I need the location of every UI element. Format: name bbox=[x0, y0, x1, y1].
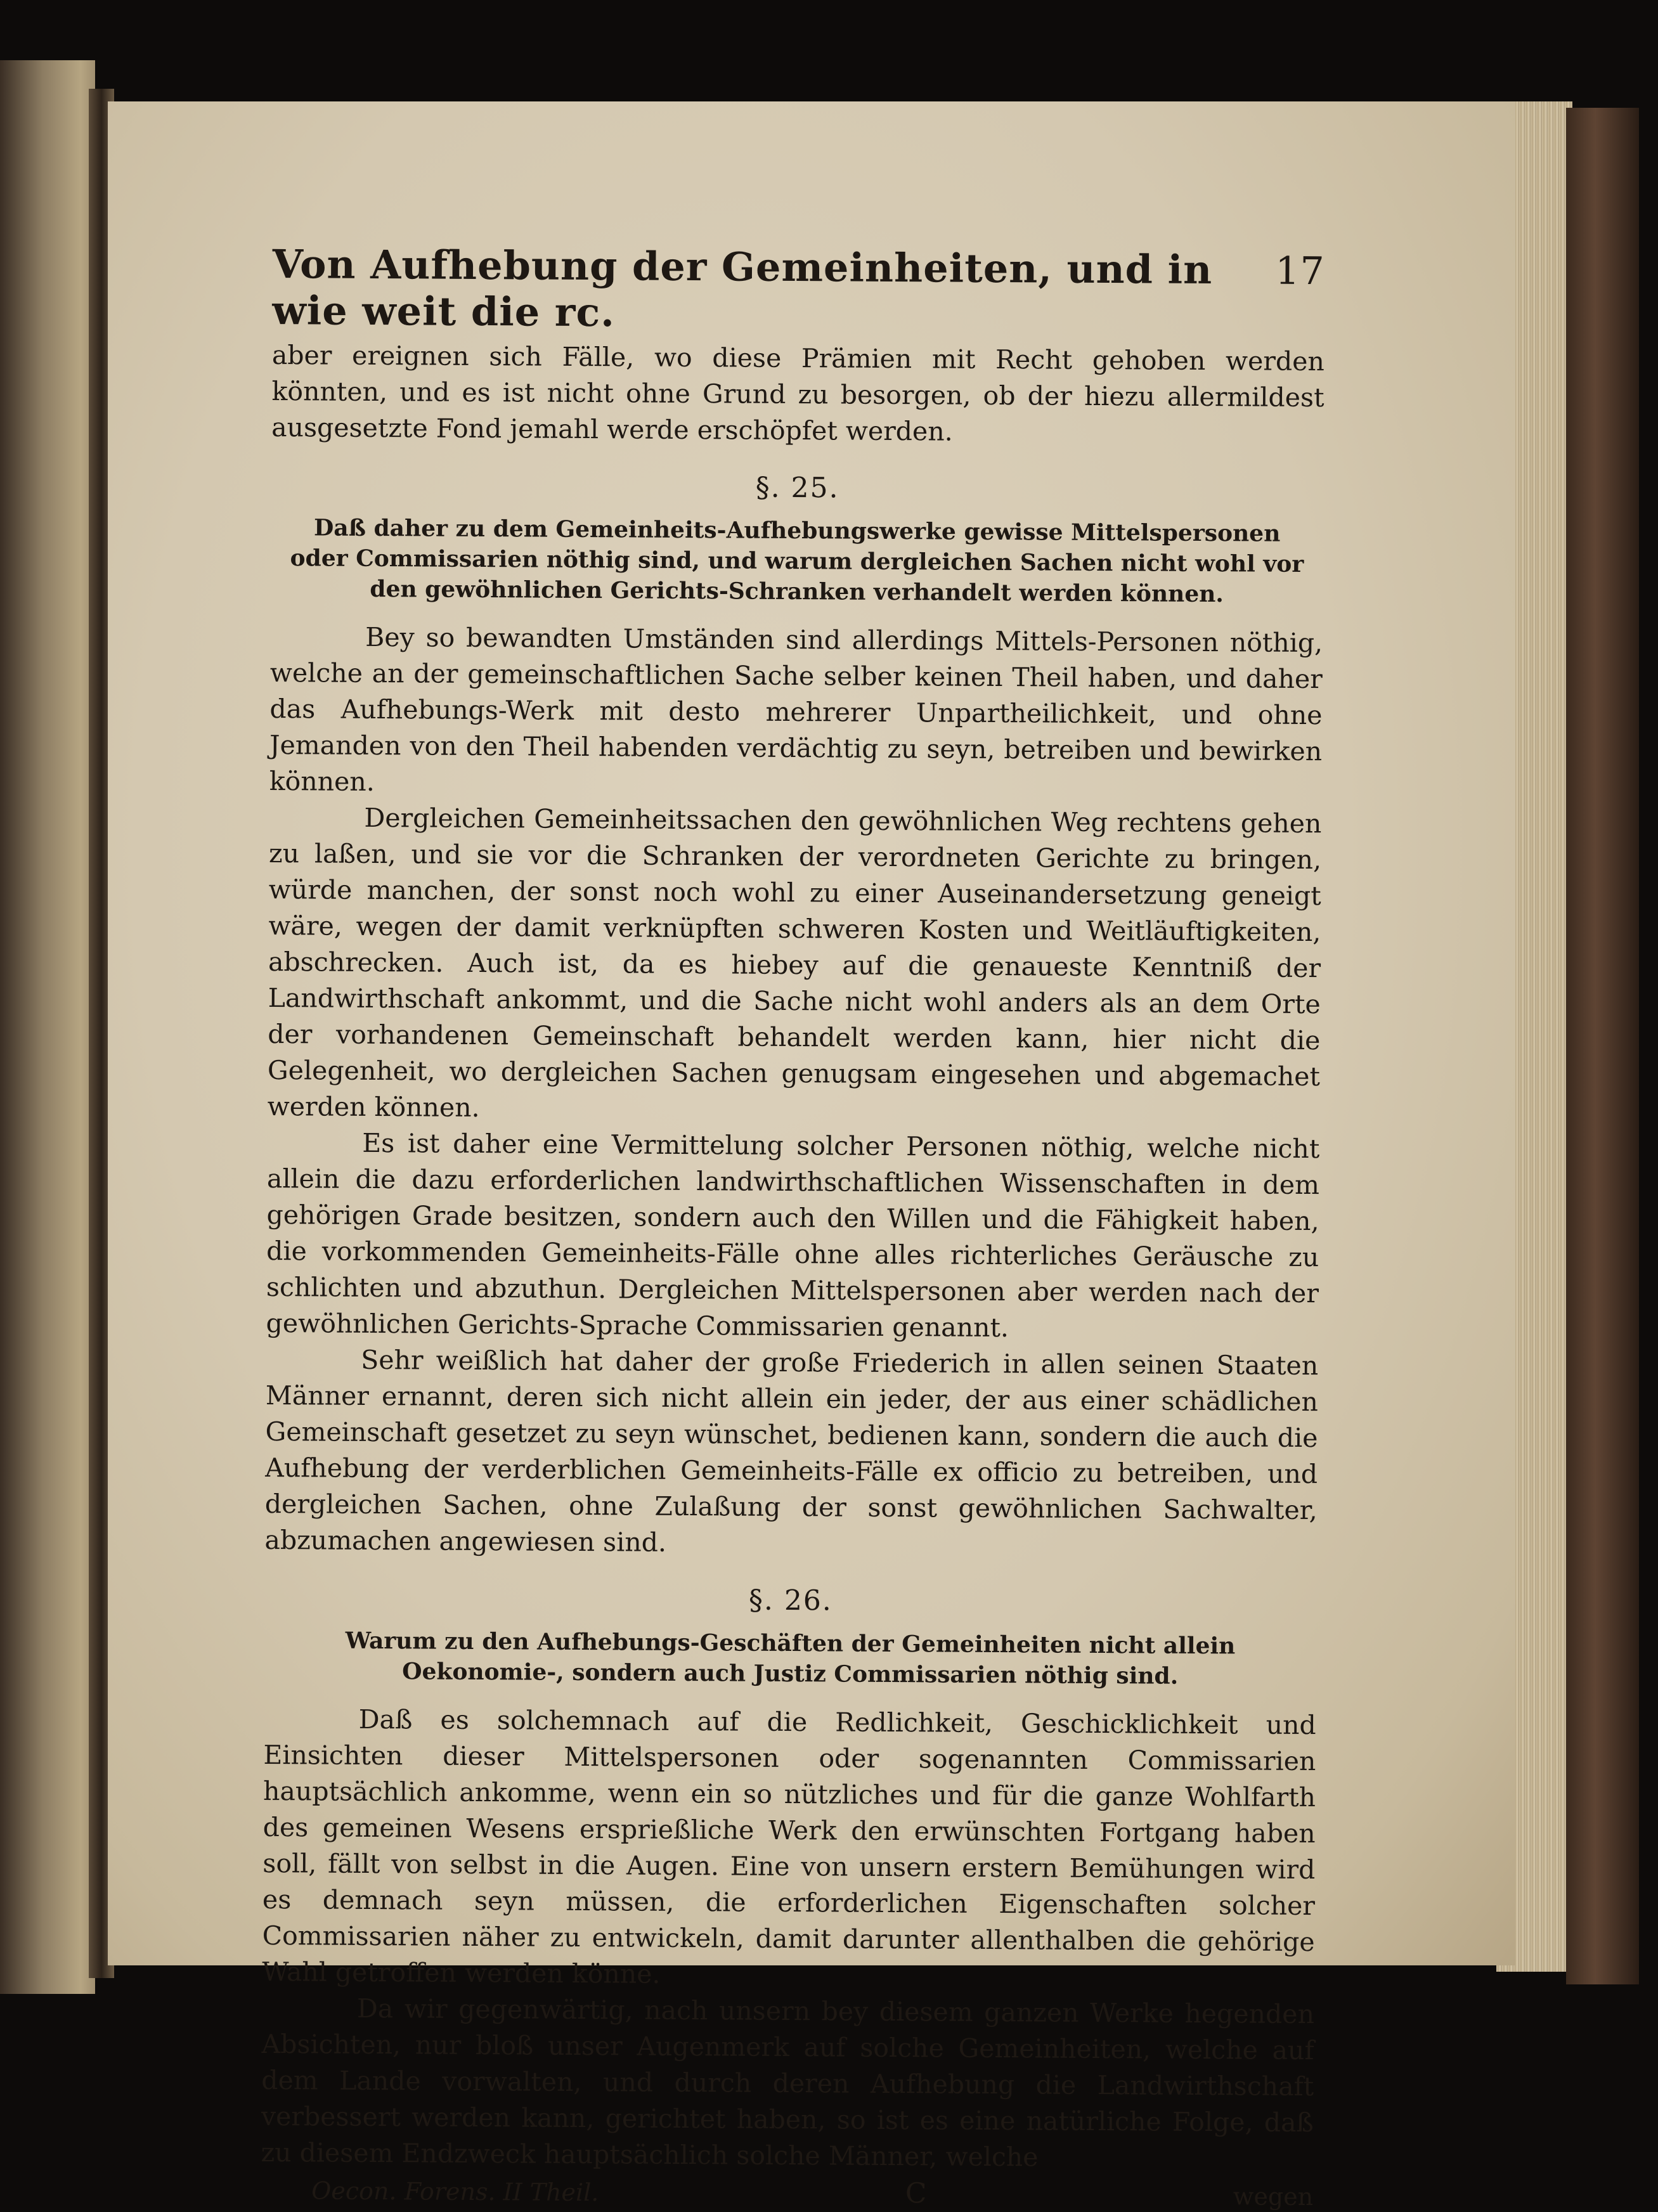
section-heading-25: §. 25. bbox=[755, 471, 839, 505]
section-summary-25: Daß daher zu dem Gemeinheits-Aufhebungswerke gewisse Mittelspersonen oder Commissarien nöthig sind, und warum dergleichen Sachen nicht wohl vor den gewöhnlichen Gerichts-Schranken verhandelt werden können. bbox=[290, 514, 1304, 608]
text-block bbox=[261, 241, 1325, 2212]
paragraph: Dergleichen Gemeinheitssachen den gewöhnlichen Weg rechtens gehen zu laßen, und sie vor die Schranken der verordneten Gerichte zu bringen, würde manchen, der sonst noch wohl zu einer Auseinandersetzung geneigt wäre, wegen der damit verknüpften schweren Kosten und Weitläuftigkeiten, abschrecken. Auch ist, da es hiebey auf die genaueste Kenntniß der Landwirthschaft ankommt, und die Sache nicht wohl anders als an dem Orte der vorhandenen Gemeinschaft behandelt werden kann, hier nicht die Gelegenheit, wo dergleichen Sachen genugsam eingesehen und abgemachet werden können. bbox=[267, 802, 1322, 1123]
running-title: Von Aufhebung der Gemeinheiten, und in wie weit die rc. bbox=[272, 241, 1213, 336]
left-page-edge bbox=[0, 60, 95, 1994]
paragraph: Bey so bewandten Umständen sind allerdings Mittels-Personen nöthig, welche an der gemeinschaftlichen Sache selber keinen Theil haben, und daher das Aufhebungs-Werk mit desto mehrerer Unpartheilichkeit, und ohne Jemanden von den Theil habenden verdächtig zu seyn, betreiben und bewirken können. bbox=[269, 621, 1323, 797]
page-footer bbox=[261, 2173, 1313, 2212]
paragraph: Da wir gegenwärtig, nach unsern bey diesem ganzen Werke hegenden Absichten, nur bloß unser Augenmerk auf solche Gemeinheiten, welche auf dem Lande vorwalten, und durch deren Aufhebung die Landwirthschaft verbessert werden kann, gerichtet haben, so ist es eine natürliche Folge, daß zu diesem Endzweck hauptsächlich solche Männer, welche bbox=[261, 1993, 1315, 2173]
running-header bbox=[272, 241, 1325, 340]
paragraph: Es ist daher eine Vermittelung solcher Personen nöthig, welche nicht allein die dazu erforderlichen landwirthschaftlichen Wissenschaften in dem gehörigen Grade besitzen, sondern auch den Willen und die Fähigkeit haben, die vorkommenden Gemeinheits-Fälle ohne alles richterliches Geräusche zu schlichten und abzuthun. Dergleichen Mittelspersonen aber werden nach der gewöhnlichen Gerichts-Sprache Commissarien genannt. bbox=[266, 1127, 1320, 1343]
paragraph: Sehr weißlich hat daher der große Friederich in allen seinen Staaten Männer ernannt, deren sich nicht allein ein jeder, der aus einer schädlichen Gemeinschaft gesetzet zu seyn wünschet, bedienen kann, sondern die auch die Aufhebung der verderblichen Gemeinheits-Fälle ex officio zu betreiben, und dergleichen Sachen, ohne Zulaßung der sonst gewöhnlichen Sachwalter, abzumachen angewiesen sind. bbox=[264, 1344, 1319, 1558]
paragraph: aber ereignen sich Fälle, wo diese Prämien mit Recht gehoben werden könnten, und es ist nicht ohne Grund zu besorgen, ob der hiezu allermildest ausgesetzte Fond jemahl werde erschöpfet werden. bbox=[271, 339, 1325, 447]
catchword: wegen bbox=[1233, 2182, 1314, 2211]
section-heading-26: §. 26. bbox=[748, 1584, 833, 1617]
section-summary-26: Warum zu den Aufhebungs-Geschäften der Gemeinheiten nicht allein Oekonomie-, sondern auch Justiz Commissarien nöthig sind. bbox=[345, 1627, 1236, 1690]
page-number: 17 bbox=[1275, 249, 1325, 294]
signature-mark: C bbox=[905, 2177, 927, 2210]
paragraph: Daß es solchemnach auf die Redlichkeit, Geschicklichkeit und Einsichten dieser Mittelspersonen oder sogenannten Commissarien hauptsächlich ankomme, wenn ein so nützliches und für die ganze Wohlfarth des gemeinen Wesens ersprießliche Werk den erwünschten Fortgang haben soll, fällt von selbst in die Augen. Eine von unsern erstern Bemühungen wird es demnach seyn müssen, die erforderlichen Eigenschaften solcher Commissarien näher zu entwickeln, damit darunter allenthalben die gehörige Wahl getroffen werden könne. bbox=[262, 1704, 1316, 1989]
book-cover-edge bbox=[1566, 108, 1639, 1984]
source-note: Oecon. Forens. II Theil. bbox=[311, 2176, 599, 2207]
